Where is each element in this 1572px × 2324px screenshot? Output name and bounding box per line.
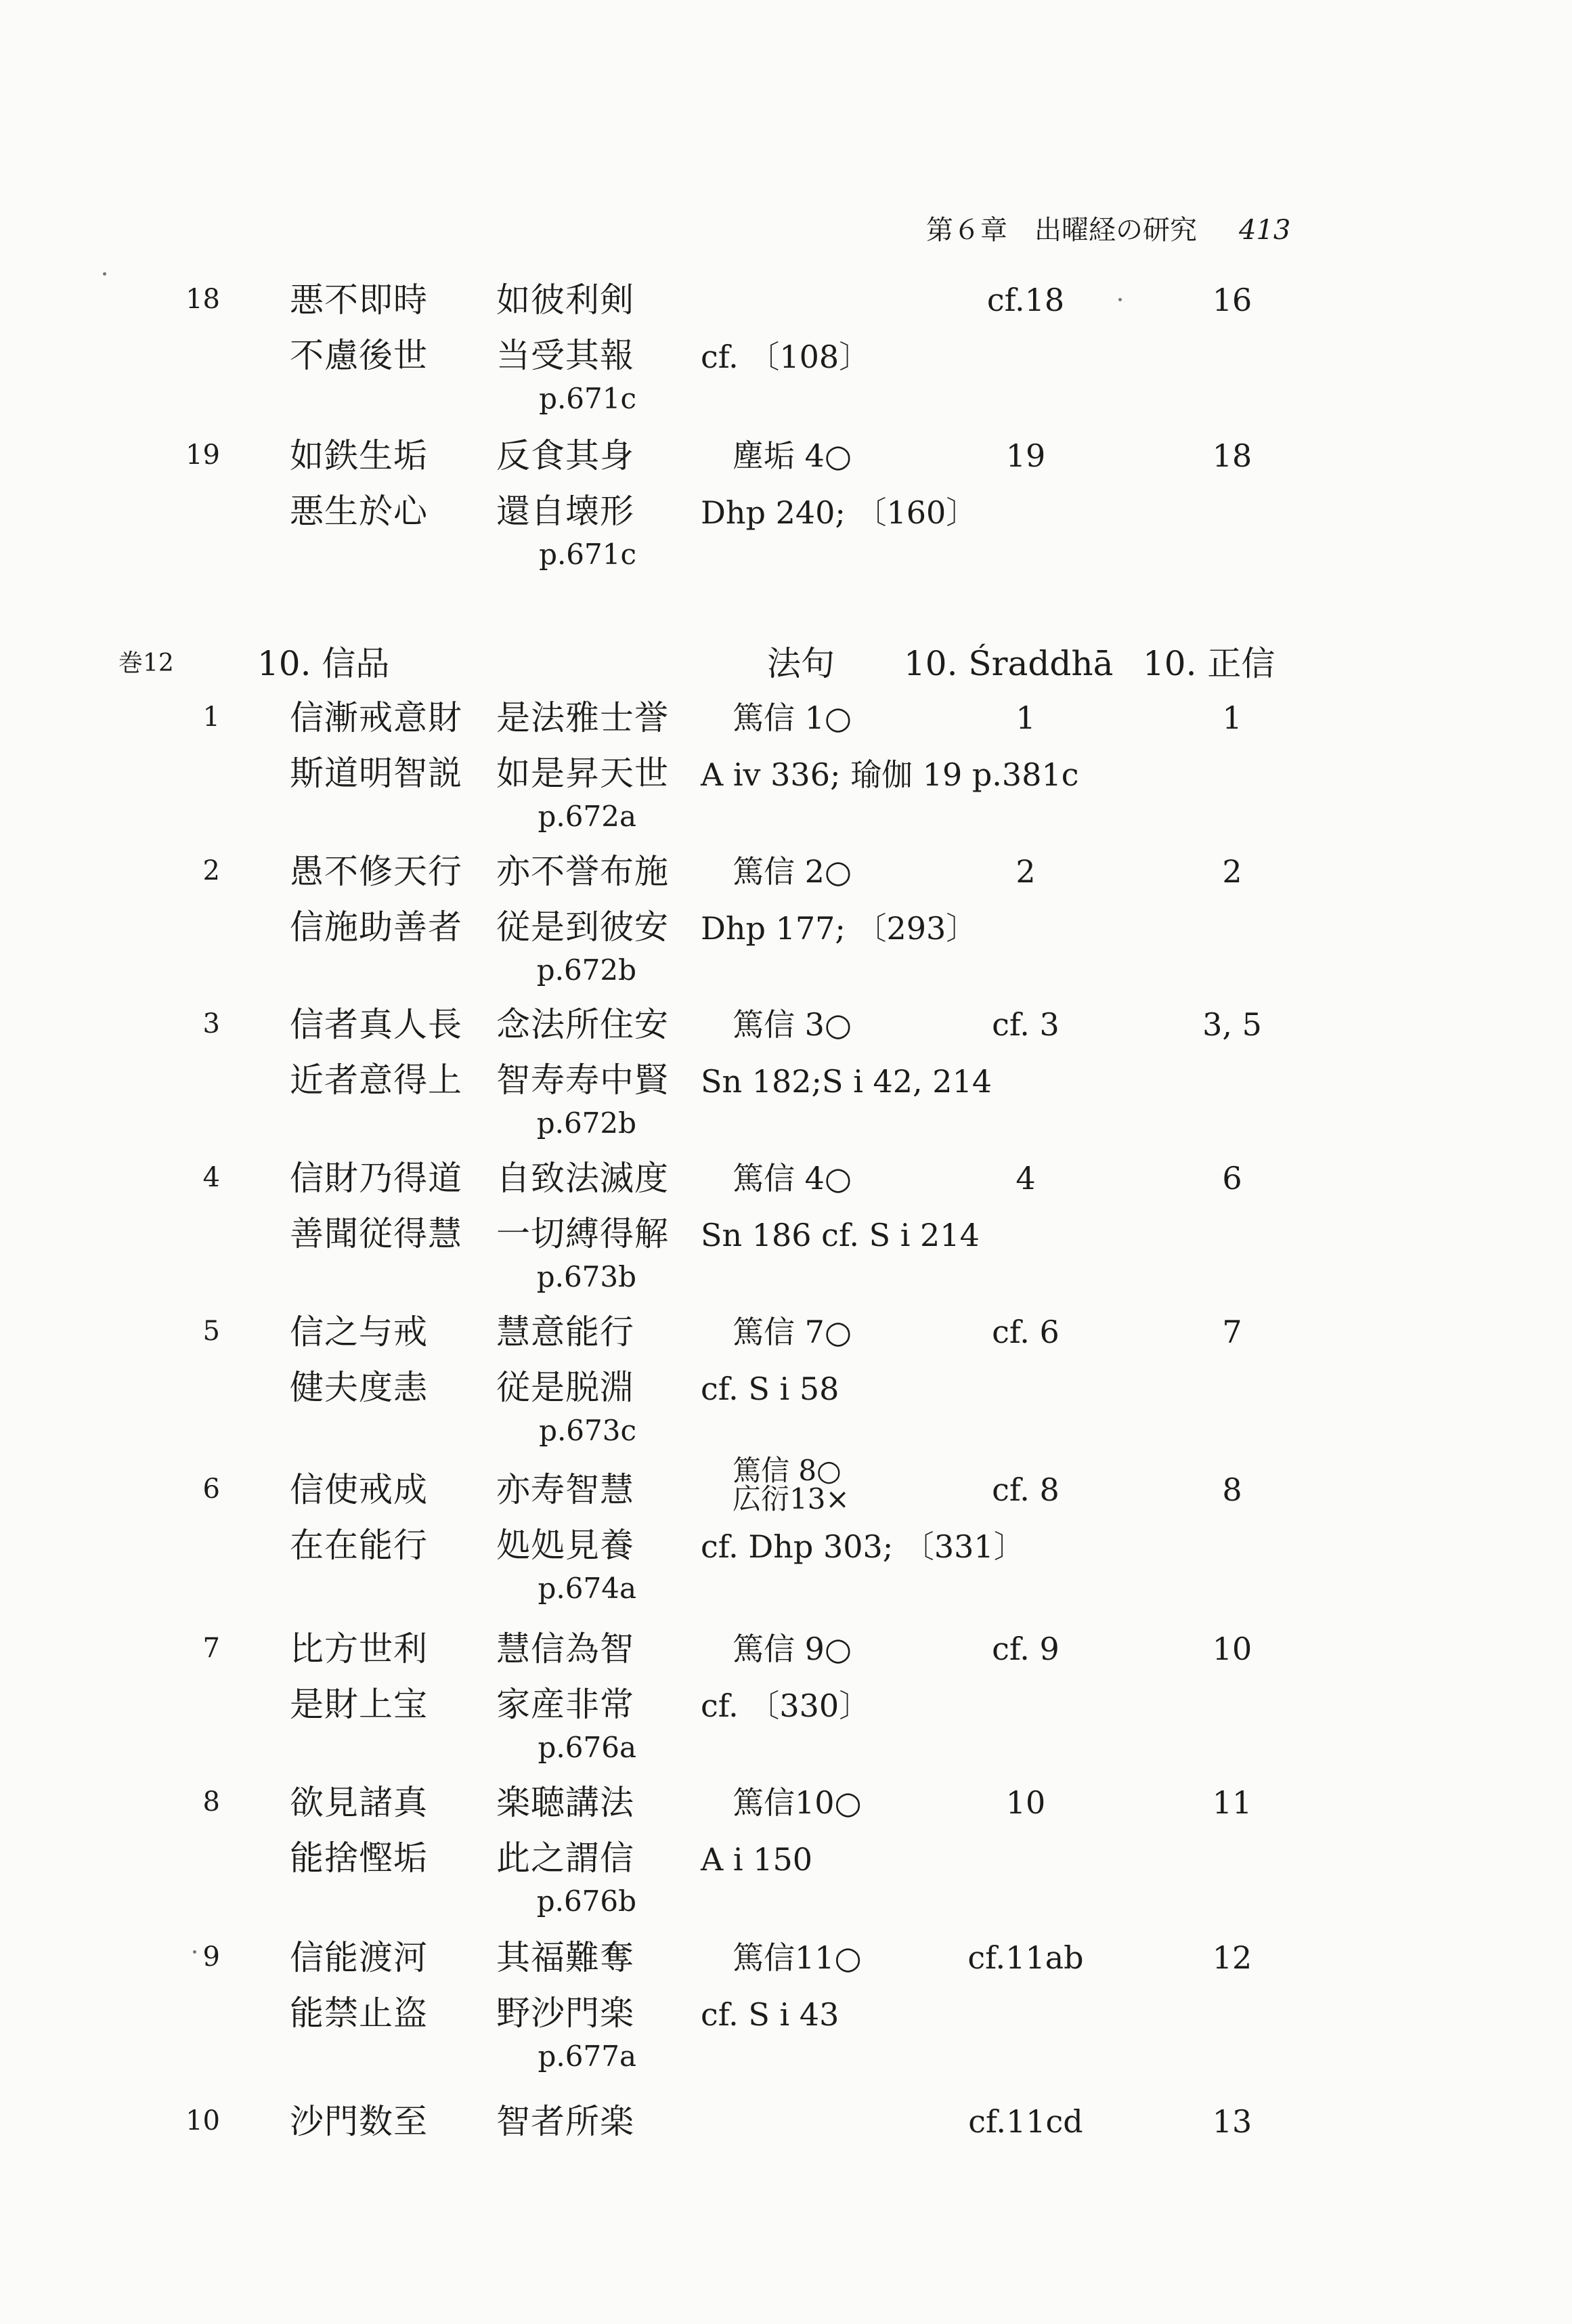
taisho-page: p.672a [538, 800, 636, 833]
taisho-page: p.672b [536, 953, 636, 987]
scan-speck [1118, 298, 1122, 301]
entry-number: 19 [185, 439, 220, 471]
verse-line-1b: 慧意能行 [496, 1312, 634, 1352]
verse-line-2b: 如是昇天世 [496, 754, 669, 793]
zhengxin-parallel: 11 [1212, 1784, 1252, 1821]
verse-line-2b: 智寿寿中賢 [496, 1060, 669, 1100]
dhammapada-reference: 篤信 3○ [733, 1006, 852, 1043]
parallel-references: Dhp 240; 〔160〕 [701, 494, 978, 531]
sraddha-parallel: 1 [1016, 700, 1036, 736]
dhammapada-reference: 篤信 9○ [733, 1631, 852, 1667]
verse-line-1b: 亦不誉布施 [496, 852, 669, 891]
taisho-page: p.671c [539, 538, 636, 571]
entry-number: 5 [202, 1316, 220, 1347]
zhengxin-parallel: 7 [1222, 1314, 1242, 1350]
verse-line-1a: 比方世利 [290, 1629, 428, 1669]
sraddha-parallel: cf. 9 [992, 1631, 1060, 1667]
entry-number: 10 [185, 2105, 220, 2136]
verse-line-1b: 亦寿智慧 [496, 1470, 634, 1509]
taisho-page: p.672b [536, 1106, 636, 1140]
entry-number: 2 [202, 855, 220, 886]
sraddha-parallel: cf. 3 [992, 1006, 1060, 1043]
zhengxin-parallel: 10 [1212, 1631, 1252, 1667]
verse-line-1a: 欲見諸真 [290, 1783, 428, 1822]
zhengxin-parallel: 13 [1212, 2103, 1252, 2140]
verse-line-1a: 沙門数至 [290, 2102, 428, 2141]
parallel-references: cf. 〔330〕 [701, 1687, 871, 1724]
entry-number: 8 [202, 1786, 220, 1817]
zhengxin-parallel: 18 [1212, 437, 1252, 474]
sraddha-parallel: cf. 6 [992, 1314, 1060, 1350]
sraddha-parallel: cf.11cd [968, 2103, 1083, 2140]
parallel-references: A iv 336; 瑜伽 19 p.381c [701, 756, 1079, 793]
sraddha-parallel: cf.11ab [967, 1939, 1084, 1976]
volume-label: 巻12 [118, 649, 174, 677]
parallel-references: cf. Dhp 303; 〔331〕 [701, 1528, 1025, 1565]
zhengxin-parallel: 16 [1212, 282, 1252, 318]
entry-number: 7 [202, 1633, 220, 1664]
verse-line-1a: 如鉄生垢 [290, 436, 428, 475]
section-title: 10. 信品 [257, 644, 390, 683]
sraddha-parallel: 19 [1005, 437, 1046, 474]
dhammapada-reference: 篤信11○ [733, 1939, 862, 1976]
page-number: 413 [1239, 215, 1291, 246]
dhammapada-reference: 塵垢 4○ [733, 437, 852, 474]
dhammapada-reference: 篤信10○ [733, 1784, 862, 1821]
verse-line-2b: 野沙門楽 [496, 1994, 634, 2033]
verse-line-2a: 悪生於心 [290, 492, 428, 531]
verse-line-2a: 能禁止盗 [290, 1994, 428, 2033]
verse-line-2b: 従是到彼安 [496, 907, 669, 947]
taisho-page: p.671c [539, 382, 636, 415]
verse-line-1b: 其福難奪 [496, 1938, 634, 1977]
dhammapada-reference: 篤信 7○ [733, 1314, 852, 1350]
verse-line-1a: 悪不即時 [290, 280, 428, 320]
verse-line-1b: 如彼利剣 [496, 280, 634, 320]
taisho-page: p.676a [538, 1731, 636, 1764]
dhammapada-reference: 篤信 2○ [733, 853, 852, 890]
entry-number: 9 [202, 1941, 220, 1973]
column-header-sraddha: 10. Śraddhā [904, 644, 1114, 683]
zhengxin-parallel: 8 [1222, 1471, 1242, 1508]
zhengxin-parallel: 6 [1222, 1160, 1242, 1197]
verse-line-2a: 健夫度恚 [290, 1368, 428, 1407]
verse-line-2b: 一切縛得解 [496, 1214, 669, 1253]
scan-speck [193, 1950, 196, 1954]
verse-line-1a: 信者真人長 [290, 1005, 462, 1044]
parallel-references: Sn 182;S i 42, 214 [701, 1063, 992, 1100]
entry-number: 18 [185, 284, 220, 315]
parallel-references: Sn 186 cf. S i 214 [701, 1217, 980, 1253]
verse-line-2b: 処処見養 [496, 1526, 634, 1565]
verse-line-1a: 信使戒成 [290, 1470, 428, 1509]
entry-number: 3 [202, 1008, 220, 1039]
verse-line-2b: 此之謂信 [496, 1838, 634, 1878]
verse-line-2a: 能捨慳垢 [290, 1838, 428, 1878]
sraddha-parallel: cf.18 [986, 282, 1065, 318]
parallel-references: A i 150 [701, 1841, 812, 1878]
verse-line-2b: 家産非常 [496, 1685, 634, 1724]
verse-line-2b: 当受其報 [496, 336, 634, 375]
verse-line-1b: 反食其身 [496, 436, 634, 475]
parallel-references: cf. S i 58 [701, 1371, 839, 1407]
verse-line-1a: 信能渡河 [290, 1938, 428, 1977]
verse-line-1a: 信之与戒 [290, 1312, 428, 1352]
entry-number: 1 [202, 702, 220, 733]
verse-line-1b: 念法所住安 [496, 1005, 669, 1044]
verse-line-2a: 信施助善者 [290, 907, 462, 947]
taisho-page: p.673c [539, 1414, 636, 1447]
sraddha-parallel: 4 [1016, 1160, 1036, 1197]
verse-line-1b: 楽聴講法 [496, 1783, 634, 1822]
verse-line-2a: 斯道明智説 [290, 754, 462, 793]
verse-line-1b: 自致法滅度 [496, 1159, 669, 1198]
sraddha-parallel: cf. 8 [992, 1471, 1060, 1508]
verse-line-1a: 愚不修天行 [290, 852, 462, 891]
zhengxin-parallel: 2 [1222, 853, 1242, 890]
verse-line-2a: 近者意得上 [290, 1060, 462, 1100]
dhammapada-reference: 篤信 4○ [733, 1160, 852, 1197]
taisho-page: p.673b [536, 1260, 636, 1293]
parallel-references: cf. S i 43 [701, 1996, 839, 2033]
scan-speck [103, 272, 106, 276]
sraddha-parallel: 2 [1016, 853, 1036, 890]
dhammapada-reference-2: 広衍13× [733, 1482, 850, 1515]
verse-line-1a: 信漸戒意財 [290, 698, 462, 737]
verse-line-1a: 信財乃得道 [290, 1159, 462, 1198]
entry-number: 6 [202, 1473, 220, 1505]
parallel-references: Dhp 177; 〔293〕 [701, 910, 978, 947]
verse-line-2a: 不慮後世 [290, 336, 428, 375]
verse-line-2b: 従是脱淵 [496, 1368, 634, 1407]
chapter-title: 第６章 出曜経の研究 [926, 215, 1197, 246]
zhengxin-parallel: 1 [1222, 700, 1242, 736]
verse-line-2b: 還自壊形 [496, 492, 634, 531]
entry-number: 4 [202, 1162, 220, 1193]
verse-line-2a: 在在能行 [290, 1526, 428, 1565]
column-header-dhammapada: 法句 [767, 644, 835, 683]
verse-line-1b: 智者所楽 [496, 2102, 634, 2141]
parallel-references: cf. 〔108〕 [701, 339, 871, 375]
taisho-page: p.674a [538, 1572, 636, 1605]
dhammapada-reference: 篤信 8○ [733, 1454, 842, 1487]
dhammapada-reference: 篤信 1○ [733, 700, 852, 736]
sraddha-parallel: 10 [1005, 1784, 1046, 1821]
column-header-zhengxin: 10. 正信 [1143, 644, 1275, 683]
taisho-page: p.676b [536, 1885, 636, 1918]
verse-line-1b: 是法雅士誉 [496, 698, 669, 737]
zhengxin-parallel: 3, 5 [1202, 1006, 1262, 1043]
verse-line-2a: 善聞従得慧 [290, 1214, 462, 1253]
verse-line-1b: 慧信為智 [496, 1629, 634, 1669]
zhengxin-parallel: 12 [1212, 1939, 1252, 1976]
taisho-page: p.677a [538, 2040, 636, 2073]
verse-line-2a: 是財上宝 [290, 1685, 428, 1724]
